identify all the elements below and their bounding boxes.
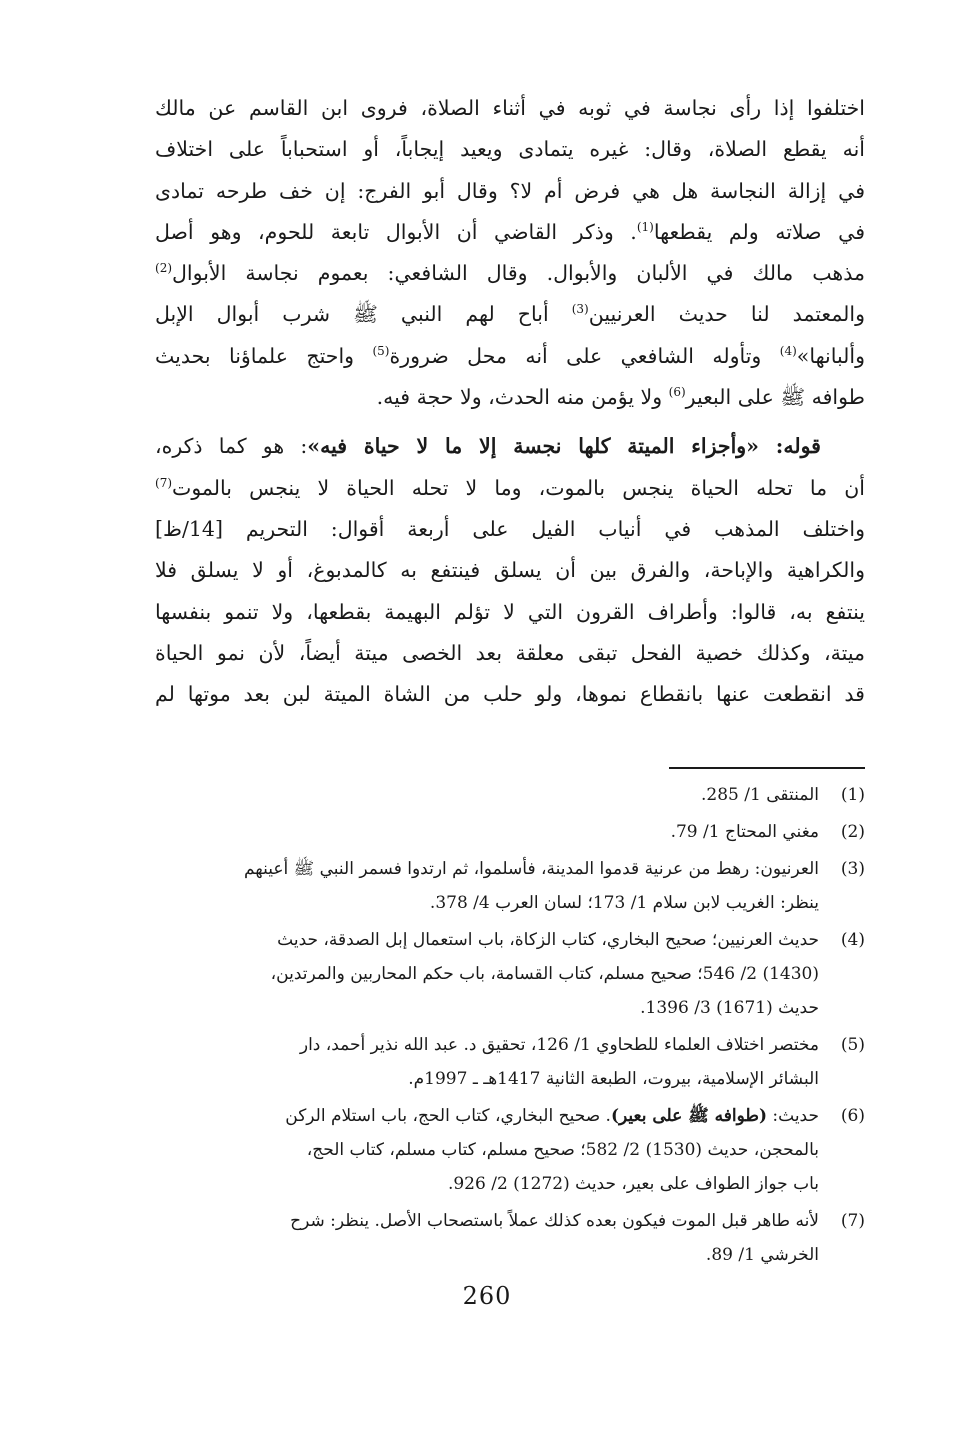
text-line: واختلف المذهب في أنياب الفيل على أربعة أقوال: التحريم [14/ظ] [155,516,865,541]
text-line [155,468,865,509]
text-line: في إزالة النجاسة هل هي فرض أم لا؟ وقال أبو الفرج: إن خف طرحه تمادى [155,178,865,203]
text-line: اختلفوا إذا رأى نجاسة في ثوبه في أثناء الصلاة، فروى ابن القاسم عن مالك [155,96,865,120]
footnote-number: (4) [840,930,865,950]
hadith-title: (طوافه ﷺ على بعير) [610,1106,767,1126]
footnote-body [110,923,819,1025]
text-line [155,212,865,253]
paragraph-1 [155,88,865,418]
footnote-line: لأنه طاهر قبل الموت فيكون بعده كذلك عملاً باستصحاب الأصل. ينظر: شرح [290,1211,819,1231]
text-line: قد انقطعت عنها بانقطاع نموها، ولو حلب من الشاة الميتة لبن بعد موتها لم [155,682,865,707]
line-segment: واحتج علماؤنا بحديث [155,343,373,368]
footnote-body [110,1028,819,1096]
lead-word: قوله: [758,434,821,459]
footnote-body [110,815,819,849]
line-segment: : هو كما ذكره، [155,434,308,459]
footnotes [110,778,865,1275]
footnote-ref-3[interactable]: (3) [571,302,589,317]
footnote-ref-1[interactable]: (1) [636,220,654,235]
footnote-separator [669,767,865,769]
footnote-1 [110,778,865,812]
page-number: 260 [462,1282,512,1310]
text-line [155,377,865,418]
footnote-ref-4[interactable]: (4) [779,343,797,358]
footnote-line: بالمحجن، حديث (1530) 2/ 582؛ صحيح مسلم، كتاب مسلم، كتاب الحج، [306,1140,819,1160]
main-text [155,88,865,715]
footnote-line: مختصر اختلاف العلماء للطحاوي 1/ 126، تحقيق د. عبد الله نذير أحمد، دار [299,1035,819,1055]
line-segment: ولا يؤمن منه الحدث، ولا حجة فيه. [376,385,669,410]
text-line: ميتة، وكذلك خصية الفحل تبقى معلقة بعد الخصى ميتة أيضاً، لأن نمو الحياة [155,640,865,665]
footnote-3 [110,852,865,920]
footnote-line: باب جواز الطواف على بعير، حديث (1272) 2/ 926. [447,1174,819,1194]
footnote-line: المنتقى 1/ 285. [701,785,819,805]
line-segment: وألبانها» [796,343,865,368]
paragraph-2 [155,426,865,715]
footnote-2 [110,815,865,849]
line-segment: . صحيح البخاري، كتاب الحج، باب استلام الركن [285,1106,611,1126]
text-line: ينتفع به، قالوا: وأطراف القرون التي لا تؤلم البهيمة بقطعها، ولا تنمو بنفسها [155,599,865,624]
footnote-ref-7[interactable]: (7) [155,475,173,490]
line-segment: . وذكر القاضي أن الأبوال تابعة للحوم، وهو أصل [155,219,637,244]
line-segment: طوافه ﷺ على البعير [685,385,865,410]
footnote-line: العرنيون: رهط من عرنية قدموا المدينة، فأسلموا، ثم ارتدوا فسمر النبي ﷺ أعينهم [243,859,819,879]
quoted-text: «وأجزاء الميتة كلها نجسة إلا ما لا حياة فيه» [307,434,759,459]
footnote-number: (1) [840,785,865,805]
line-segment: في صلاته ولم يقطعها [653,219,865,244]
footnote-number: (3) [840,859,865,879]
footnote-body [110,1204,819,1272]
footnote-line: ينظر: الغريب لابن سلام 1/ 173؛ لسان العرب 4/ 378. [429,893,819,913]
footnote-ref-2[interactable]: (2) [155,261,173,276]
line-segment: أباح لهم النبي ﷺ شرب أبوال الإبل [155,302,572,327]
text-line: والكراهية والإباحة، والفرق بين أن يسلق فينتفع به كالمدبوغ، أو لا يسلق فلا [155,558,865,583]
footnote-ref-5[interactable]: (5) [372,343,390,358]
footnote-6 [110,1099,865,1201]
footnote-body [110,852,819,920]
footnote-7 [110,1204,865,1272]
text-line [155,336,865,377]
footnote-line: حديث العرنيين؛ صحيح البخاري، كتاب الزكاة، باب استعمال إبل الصدقة، حديث [277,930,819,950]
footnote-line: البشائر الإسلامية، بيروت، الطبعة الثانية 1417هـ ـ 1997م. [408,1069,819,1089]
footnote-body [110,778,819,812]
footnote-line: (1430) 2/ 546؛ صحيح مسلم، كتاب القسامة، باب حكم المحاربين والمرتدين، [270,964,819,984]
footnote-number: (6) [840,1106,865,1126]
footnote-number: (2) [840,822,865,842]
footnote-line: مغني المحتاج 1/ 79. [670,822,819,842]
footnote-number: (5) [840,1035,865,1055]
footnote-body [110,1099,819,1201]
footnote-number: (7) [840,1211,865,1231]
footnote-5 [110,1028,865,1096]
text-line: أنه يقطع الصلاة، وقال: غيره يتمادى ويعيد إيجاباً، أو استحباباً على اختلاف [155,137,865,162]
text-line [155,294,865,335]
line-segment: مذهب مالك في الألبان والأبوال. وقال الشافعي: بعموم نجاسة الأبوال [172,261,865,286]
line-segment: وتأوله الشافعي على أنه محل ضرورة [389,343,780,368]
footnote-line: الخرشي 1/ 89. [705,1245,819,1265]
line-segment: حديث: [767,1106,819,1126]
footnote-ref-6[interactable]: (6) [668,385,686,400]
footnote-line: حديث (1671) 3/ 1396. [640,998,819,1018]
footnote-4 [110,923,865,1025]
line-segment: أن ما تحله الحياة ينجس بالموت، وما لا تحله الحياة لا ينجس بالموت [172,475,865,500]
text-line [155,253,865,294]
line-segment: والمعتمد لنا حديث العرنيين [588,302,865,327]
footnote-line [110,1099,819,1133]
text-line [155,426,865,467]
